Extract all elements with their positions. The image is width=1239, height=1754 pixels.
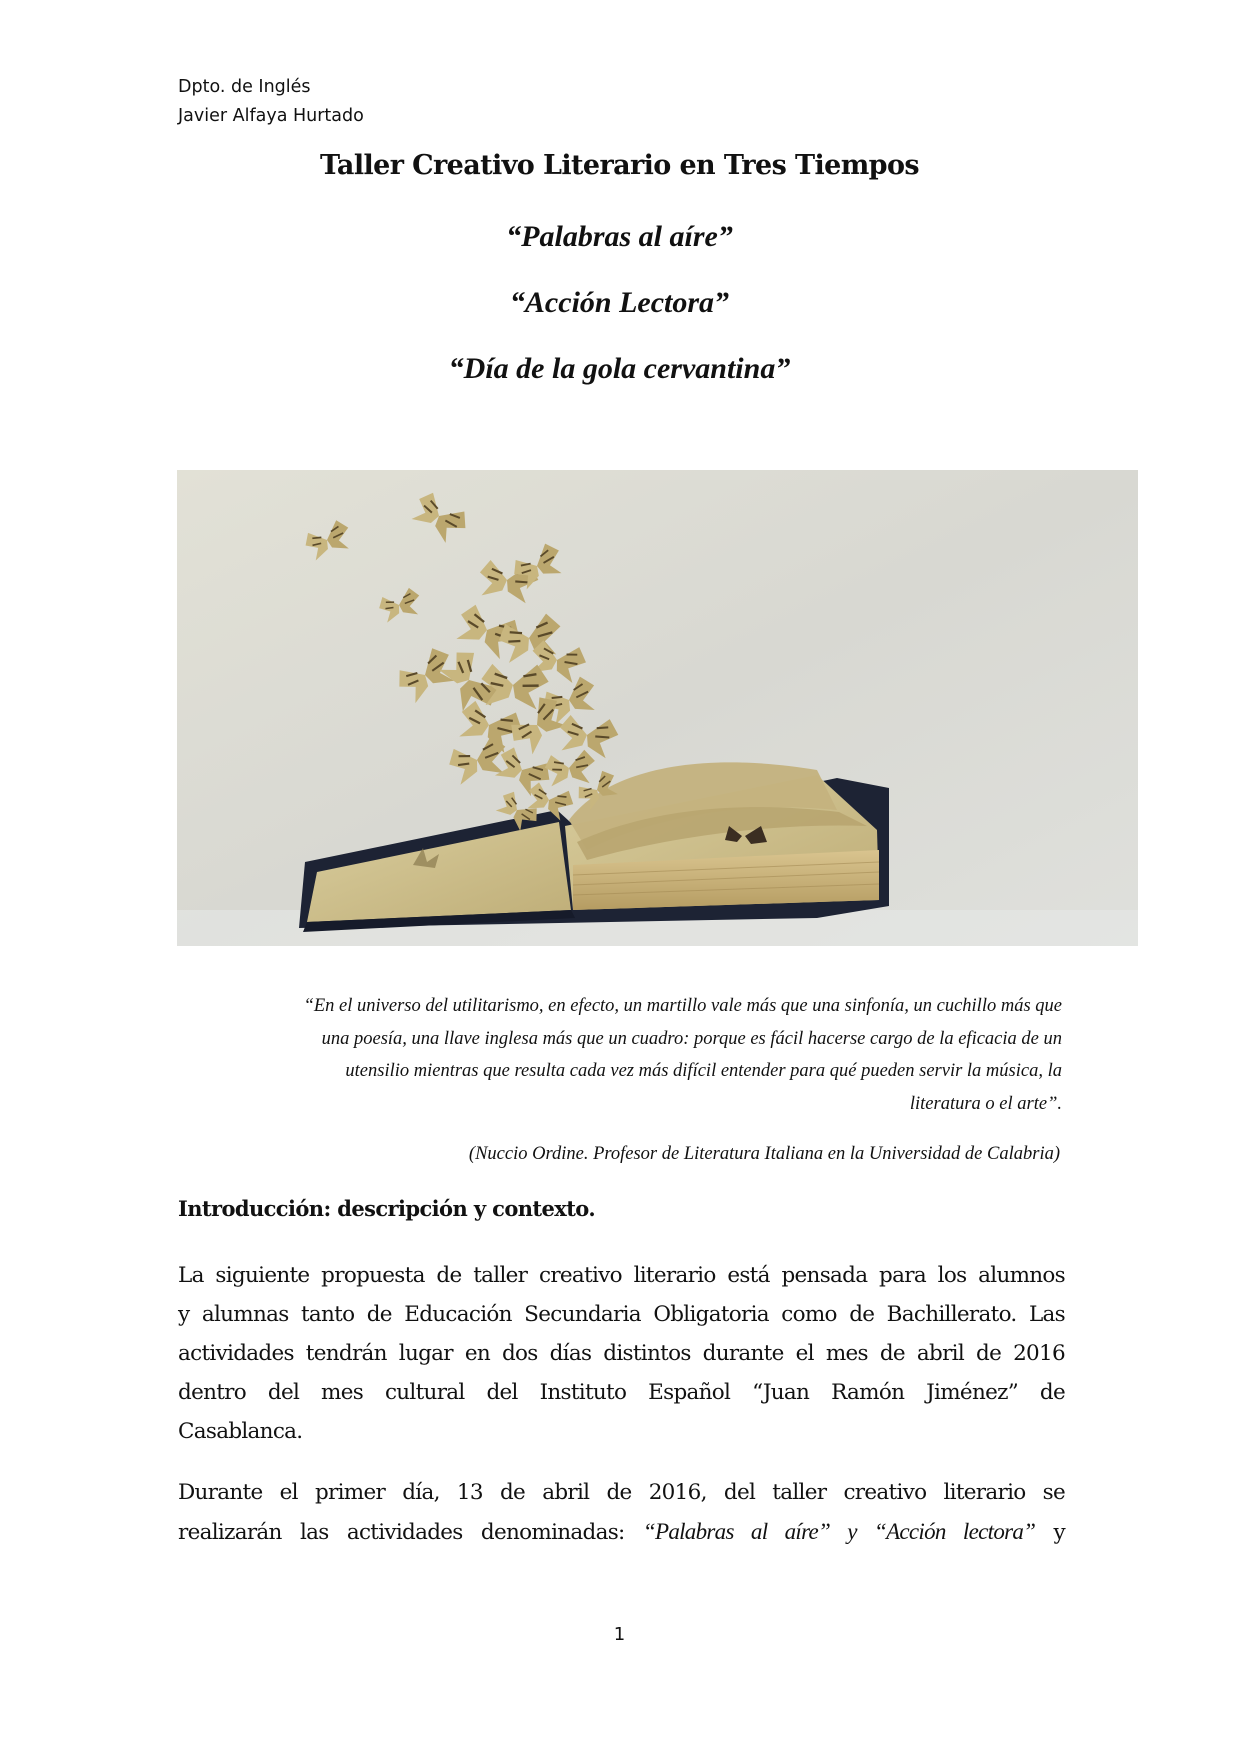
intro-paragraph	[178, 1256, 1065, 1451]
paragraph-line: Durante el primer día, 13 de abril de 2016, del taller creativo literario se	[178, 1480, 1065, 1505]
quote-line: “En el universo del utilitarismo, en efecto, un martillo vale más que una sinfonía, un cuchillo más que	[303, 996, 1062, 1016]
paragraph-line	[178, 1512, 1065, 1552]
paragraph-line: Casablanca.	[178, 1419, 303, 1444]
activity-names-italic: “Palabras al aíre” y “Acción lectora”	[642, 1519, 1036, 1544]
document-title: Taller Creativo Literario en Tres Tiempos	[320, 150, 919, 181]
subtitle-accion-lectora: “Acción Lectora”	[509, 286, 730, 319]
document-header	[178, 73, 364, 131]
department-label: Dpto. de Inglés	[178, 77, 311, 97]
quote-attribution: (Nuccio Ordine. Profesor de Literatura Italiana en la Universidad de Calabria)	[468, 1144, 1060, 1164]
quote-line: utensilio mientras que resulta cada vez más difícil entender para qué pueden servir la música, la	[345, 1061, 1062, 1081]
page-number: 1	[613, 1624, 626, 1645]
paragraph-line: y alumnas tanto de Educación Secundaria Obligatoria como de Bachillerato. Las	[178, 1302, 1065, 1327]
text-run: y	[1035, 1520, 1065, 1545]
quote-line: literatura o el arte”.	[909, 1093, 1062, 1114]
epigraph-quote	[190, 990, 1062, 1120]
paragraph-line: La siguiente propuesta de taller creativo literario está pensada para los alumnos	[178, 1263, 1065, 1288]
book-butterflies-photo	[177, 470, 1138, 946]
first-day-paragraph	[178, 1473, 1065, 1552]
quote-line: una poesía, una llave inglesa más que un cuadro: porque es fácil hacerse cargo de la eficacia de un	[321, 1028, 1062, 1049]
subtitle-palabras-al-aire: “Palabras al aíre”	[506, 220, 733, 253]
paragraph-line: dentro del mes cultural del Instituto Español “Juan Ramón Jiménez” de	[178, 1380, 1065, 1405]
author-name: Javier Alfaya Hurtado	[178, 106, 364, 126]
section-heading-introduccion: Introducción: descripción y contexto.	[178, 1196, 596, 1221]
text-run: realizarán las actividades denominadas:	[178, 1520, 643, 1545]
subtitle-dia-gola-cervantina: “Día de la gola cervantina”	[448, 352, 791, 385]
paragraph-line: actividades tendrán lugar en dos días distintos durante el mes de abril de 2016	[178, 1341, 1065, 1366]
